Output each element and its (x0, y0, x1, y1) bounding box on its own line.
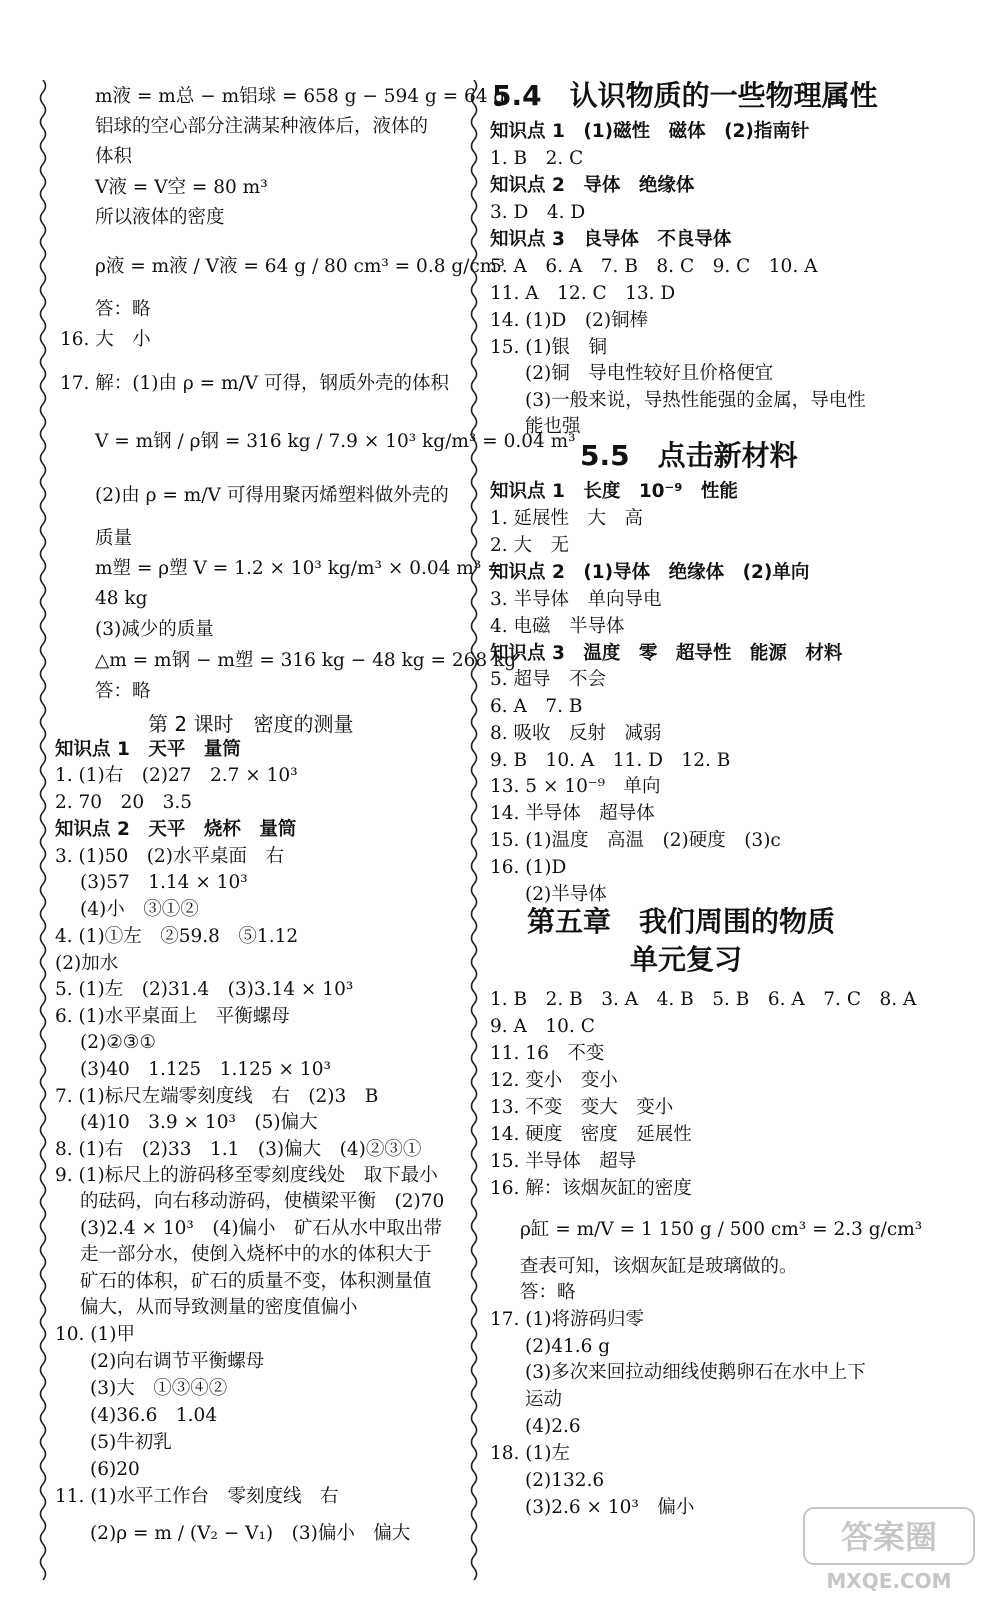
right-column-line: (2)铜 导电性较好且价格便宜 (525, 363, 774, 384)
left-column-line: (4)小 ③①② (80, 899, 199, 920)
right-column-line: 单元复习 (630, 943, 743, 976)
left-column-line: m塑 = ρ塑 V = 1.2 × 10³ kg/m³ × 0.04 m³ = (95, 558, 503, 579)
right-column-line: 17. (1)将游码归零 (490, 1309, 645, 1330)
left-wavy-border (36, 80, 50, 1590)
left-column-line: (2)向右调节平衡螺母 (90, 1351, 265, 1372)
left-column-line: (3)大 ①③④② (90, 1378, 228, 1399)
right-column-line: 5.4 认识物质的一些物理属性 (492, 79, 878, 112)
right-column-line: 1. B 2. C (490, 148, 584, 169)
left-column-line: 16. 大 小 (60, 329, 151, 350)
right-column-line: 6. A 7. B (490, 696, 583, 717)
right-column-line: 知识点 1 (1)磁性 磁体 (2)指南针 (490, 121, 810, 142)
right-column-line: 第五章 我们周围的物质 (527, 905, 836, 938)
left-column-line: m液 = m总 − m铝球 = 658 g − 594 g = 64 g (95, 86, 506, 107)
left-column-line: 铝球的空心部分注满某种液体后，液体的 (95, 116, 429, 137)
left-column-line: (3)2.4 × 10³ (4)偏小 矿石从水中取出带 (80, 1218, 443, 1239)
left-column-line: 2. 70 20 3.5 (55, 792, 193, 813)
right-column-line: ρ缸 = m/V = 1 150 g / 500 cm³ = 2.3 g/cm³ (520, 1219, 923, 1240)
watermark-line1: 答案圈 (840, 1518, 938, 1556)
right-column-line: 4. 电磁 半导体 (490, 616, 625, 637)
right-column-line: 知识点 3 温度 零 超导性 能源 材料 (490, 643, 843, 664)
left-column-line: 矿石的体积，矿石的质量不变，体积测量值 (80, 1271, 432, 1292)
left-column-line: 第 2 课时 密度的测量 (148, 712, 354, 736)
left-column-line: (2)②③① (80, 1032, 156, 1053)
left-column-line: 知识点 1 天平 量筒 (55, 739, 241, 760)
right-column-line: 5. A 6. A 7. B 8. C 9. C 10. A (490, 256, 818, 277)
right-column-line: 知识点 2 (1)导体 绝缘体 (2)单向 (490, 562, 810, 583)
left-column-line: 所以液体的密度 (95, 207, 225, 228)
right-column-line: 答：略 (520, 1282, 576, 1303)
left-column-line: V液 = V空 = 80 m³ (95, 177, 268, 198)
right-column-line: 知识点 3 良导体 不良导体 (490, 229, 732, 250)
left-column-line: 9. (1)标尺上的游码移至零刻度线处 取下最小 (55, 1165, 438, 1186)
right-column-line: 1. 延展性 大 高 (490, 508, 644, 529)
right-column-line: (3)多次来回拉动细线使鹅卵石在水中上下 (525, 1362, 866, 1383)
right-column-line: 11. 16 不变 (490, 1043, 605, 1064)
left-column-line: 5. (1)左 (2)31.4 (3)3.14 × 10³ (55, 979, 354, 1000)
right-column-line: (2)132.6 (525, 1470, 605, 1491)
right-column-line: 14. 半导体 超导体 (490, 803, 655, 824)
right-column-line: (3)2.6 × 10³ 偏小 (525, 1497, 695, 1518)
left-column-line: 质量 (95, 528, 133, 549)
left-column-line: (2)ρ = m / (V₂ − V₁) (3)偏小 偏大 (90, 1523, 411, 1544)
right-column-line: (2)半导体 (525, 884, 607, 905)
watermark-line2: MXQE.COM (826, 1569, 952, 1593)
right-column-line: 知识点 2 导体 绝缘体 (490, 175, 695, 196)
watermark-logo-icon (800, 1504, 978, 1594)
left-column-line: 10. (1)甲 (55, 1324, 136, 1345)
left-column-line: (4)10 3.9 × 10³ (5)偏大 (80, 1112, 318, 1133)
left-column-line: 11. (1)水平工作台 零刻度线 右 (55, 1486, 339, 1507)
left-column-line: (3)57 1.14 × 10³ (80, 872, 248, 893)
right-column-line: 9. A 10. C (490, 1016, 595, 1037)
right-column-line: 11. A 12. C 13. D (490, 283, 676, 304)
right-column-line: 13. 5 × 10⁻⁹ 单向 (490, 776, 661, 797)
left-column-line: 偏大，从而导致测量的密度值偏小 (80, 1297, 358, 1318)
right-column-line: (2)41.6 g (525, 1336, 611, 1357)
left-column-line: (2)由 ρ = m/V 可得用聚丙烯塑料做外壳的 (95, 485, 449, 506)
right-column-line: 12. 变小 变小 (490, 1070, 618, 1091)
left-column-line: 3. (1)50 (2)水平桌面 右 (55, 846, 284, 867)
right-column-line: 14. (1)D (2)铜棒 (490, 310, 649, 331)
left-column-line: 体积 (95, 146, 133, 167)
right-column-line: 2. 大 无 (490, 535, 570, 556)
right-column-line: 18. (1)左 (490, 1443, 571, 1464)
left-column-line: 7. (1)标尺左端零刻度线 右 (2)3 B (55, 1086, 379, 1107)
right-column-line: 5. 超导 不会 (490, 669, 607, 690)
left-column-line: 8. (1)右 (2)33 1.1 (3)偏大 (4)②③① (55, 1139, 422, 1160)
right-column-line: 查表可知，该烟灰缸是玻璃做的。 (520, 1256, 798, 1277)
right-column-line: 14. 硬度 密度 延展性 (490, 1124, 692, 1145)
center-wavy-divider (467, 80, 481, 1590)
right-column-line: 运动 (525, 1389, 563, 1410)
right-column-line: 5.5 点击新材料 (580, 439, 798, 472)
right-column-line: 13. 不变 变大 变小 (490, 1097, 674, 1118)
left-column-line: 答：略 (95, 681, 151, 702)
left-column-line: 知识点 2 天平 烧杯 量筒 (55, 819, 297, 840)
right-column-line: 16. (1)D (490, 857, 567, 878)
right-column-line: (3)一般来说，导热性能强的金属，导电性 (525, 390, 866, 411)
left-column-line: 6. (1)水平桌面上 平衡螺母 (55, 1006, 290, 1027)
left-column-line: 1. (1)右 (2)27 2.7 × 10³ (55, 765, 298, 786)
left-column-line: 4. (1)①左 ②59.8 ⑤1.12 (55, 926, 299, 947)
right-column-line: 能也强 (525, 416, 581, 437)
left-column-line: (3)减少的质量 (95, 619, 214, 640)
right-column-line: 9. B 10. A 11. D 12. B (490, 750, 731, 771)
watermark-logo (800, 1504, 978, 1594)
left-column-line: 走一部分水，使倒入烧杯中的水的体积大于 (80, 1244, 432, 1265)
left-column-line: V = m钢 / ρ钢 = 316 kg / 7.9 × 10³ kg/m³ = 0.04 m³ (95, 431, 576, 452)
left-column-line: (4)36.6 1.04 (90, 1405, 218, 1426)
left-column-line: 17. 解：(1)由 ρ = m/V 可得，钢质外壳的体积 (60, 373, 450, 394)
left-column-line: (2)加水 (55, 953, 119, 974)
left-column-line: (3)40 1.125 1.125 × 10³ (80, 1059, 331, 1080)
right-column-line: 15. 半导体 超导 (490, 1151, 637, 1172)
right-column-line: 15. (1)温度 高温 (2)硬度 (3)c (490, 830, 781, 851)
right-column-line: 8. 吸收 反射 减弱 (490, 723, 662, 744)
left-column-line: 48 kg (95, 588, 148, 609)
right-column-line: 16. 解：该烟灰缸的密度 (490, 1178, 692, 1199)
left-column-line: 的砝码，向右移动游码，使横梁平衡 (2)70 (80, 1191, 445, 1212)
right-column-line: 3. D 4. D (490, 202, 586, 223)
left-column-line: (5)牛初乳 (90, 1432, 172, 1453)
right-column-line: (4)2.6 (525, 1416, 581, 1437)
left-column-line: △m = m钢 − m塑 = 316 kg − 48 kg = 268 kg (95, 650, 517, 671)
right-column-line: 知识点 1 长度 10⁻⁹ 性能 (490, 481, 738, 502)
left-column-line: ρ液 = m液 / V液 = 64 g / 80 cm³ = 0.8 g/cm³ (95, 256, 505, 277)
left-column-line: (6)20 (90, 1459, 140, 1480)
right-column-line: 3. 半导体 单向导电 (490, 589, 662, 610)
right-column-line: 1. B 2. B 3. A 4. B 5. B 6. A 7. C 8. A (490, 989, 917, 1010)
right-column-line: 15. (1)银 铜 (490, 337, 608, 358)
left-column-line: 答：略 (95, 299, 151, 320)
